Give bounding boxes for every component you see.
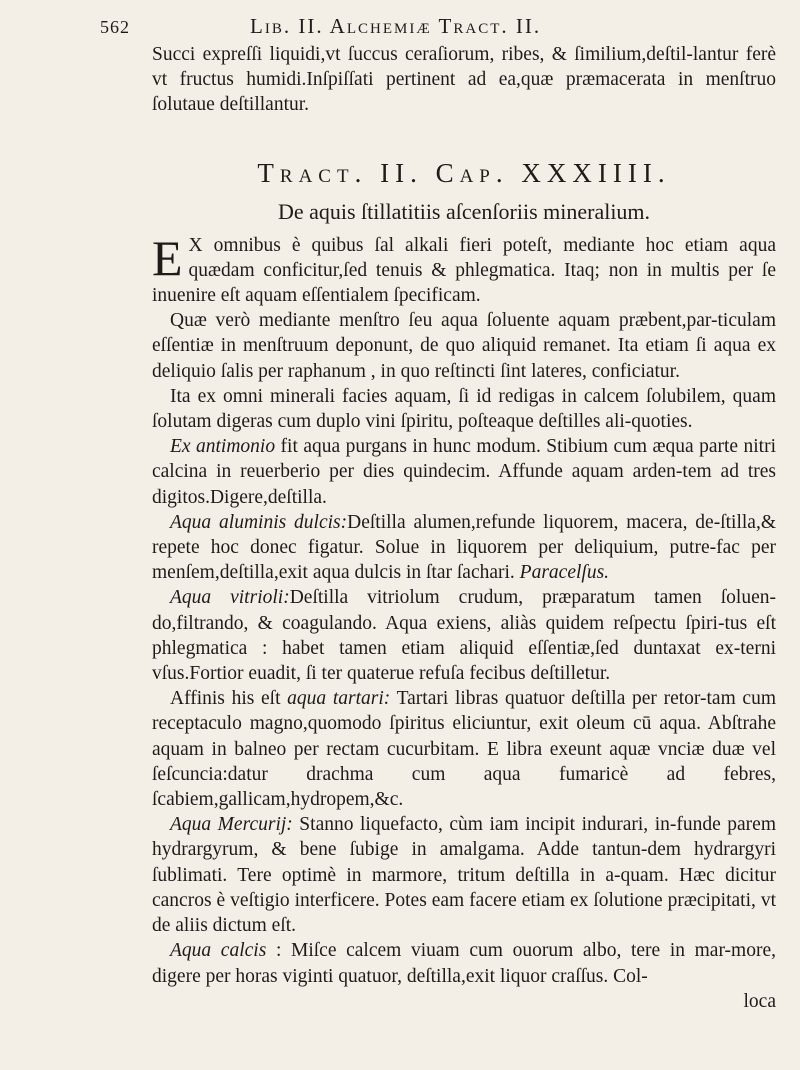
paragraph-vitrioli — [152, 585, 776, 686]
author-citation: Paracelſus. — [514, 562, 610, 584]
paragraph-prefix: Affinis his eſt — [170, 688, 288, 710]
paragraph-text: Deſtilla vitriolum crudum, præparatum tamen ſoluen-do,filtrando, & coagulando. Aqua exiens, aliàs quidem reſpectu ſpiri-tus eſt phlegmatica : habet tamen etiam aliquid eſſentiæ,ſed duntaxat ex-terni vſus.Fortior euadit, ſi ter quaterue refuſa fecibus deſtilletur. — [152, 587, 776, 685]
paragraph-text: X omnibus è quibus ſal alkali fieri poteſt, mediante hoc etiam aqua quædam conficitur,ſed tenuis & phlegmatica. Itaq; non in multis per ſe inuenire eſt aquam eſſentialem ſpecificam. — [152, 234, 776, 307]
recipe-title: Aqua Mercurij: — [170, 814, 293, 836]
recipe-title: aqua tartari: — [287, 688, 391, 710]
paragraph-text: Deſtilla alumen,refunde liquorem, macera, de-ſtilla,& repete hoc donec figatur. Solue in liquorem per deliquium, putre-fac per menſem,deſtilla,exit aqua dulcis in ſtar ſachari. — [152, 511, 776, 584]
paragraph-aluminis — [152, 510, 776, 586]
running-header — [100, 14, 770, 39]
paragraph-antimonio — [152, 434, 776, 510]
paragraph-mercurii — [152, 812, 776, 938]
paragraph-1 — [152, 229, 776, 309]
recipe-title: Aqua vitrioli: — [170, 587, 290, 609]
page-number: 562 — [100, 17, 130, 37]
recipe-title: Ex antimonio — [170, 436, 276, 458]
body-text — [152, 42, 776, 1014]
paragraph-2: Quæ verò mediante menſtro ſeu aqua ſoluente aquam præbent,par-ticulam eſſentiæ in menſtruum deponunt, de quo aliquid remanet. Ita etiam ſi aqua ex deliquio ſalis per raphanum , in quo reſtincti ſint lateres, conficiatur. — [152, 310, 776, 382]
intro-paragraph: Succi expreſſi liquidi,vt ſuccus ceraſiorum, ribes, & ſimilium,deſtil-lantur ferè vt fructus humidi.Inſpiſſati pertinent ad ea,quæ præmacerata in menſtruo ſolutaue deſtillantur. — [152, 44, 776, 116]
paragraph-text: : Miſce calcem viuam cum ouorum albo, tere in mar-more, digere per horas viginti quatuor, deſtilla,exit liquor craſſus. Col- — [152, 940, 776, 987]
paragraph-text: Tartari libras quatuor deſtilla per retor-tam cum receptaculo magno,quomodo ſpiritus eliciuntur, exit oleum cū aqua. Abſtrahe aquam in balneo per rectam cucurbitam. E libra exeunt aquæ vnciæ duæ vel ſeſcuncia:datur drachma cum aqua fumaricè ad febres, ſcabiem,gallicam,hydropem,&c. — [152, 688, 776, 811]
recipe-title: Aqua calcis — [170, 940, 267, 962]
running-title: Lib. II. Alchemiæ Tract. II. — [250, 14, 542, 38]
paragraph-tartari — [152, 686, 776, 812]
paragraph-calcis — [152, 938, 776, 988]
paragraph-3: Ita ex omni minerali facies aquam, ſi id redigas in calcem ſolubilem, quam ſolutam digeras cum duplo vini ſpiritu, poſteaque deſtilles ali-quoties. — [152, 385, 776, 433]
drop-capital: E — [152, 229, 183, 286]
catchword: loca — [743, 990, 776, 1012]
recipe-title: Aqua aluminis dulcis: — [170, 511, 348, 533]
chapter-heading: Tract. II. Cap. XXXIIII. — [257, 157, 671, 188]
chapter-title: De aquis ſtillatitiis aſcenſoriis mineralium. — [277, 198, 651, 224]
paragraph-text: fit aqua purgans in hunc modum. Stibium cum æqua parte nitri calcina in reuerberio per dies quindecim. Affunde aquam arden-tem ad tres digitos.Digere,deſtilla. — [152, 436, 777, 508]
paragraph-text: Stanno liquefacto, cùm iam incipit indurari, in-funde parem hydrargyrum, & bene ſubige in amalgama. Adde tantun-dem hydrargyri ſublimati. Tere optimè in marmore, tritum deſtilla in a-quam. Hæc dicitur cancros è veſtigio interficere. Potes eam facere etiam ex ſolutione præcipitati, vt de aliis dictum eſt. — [152, 814, 777, 937]
